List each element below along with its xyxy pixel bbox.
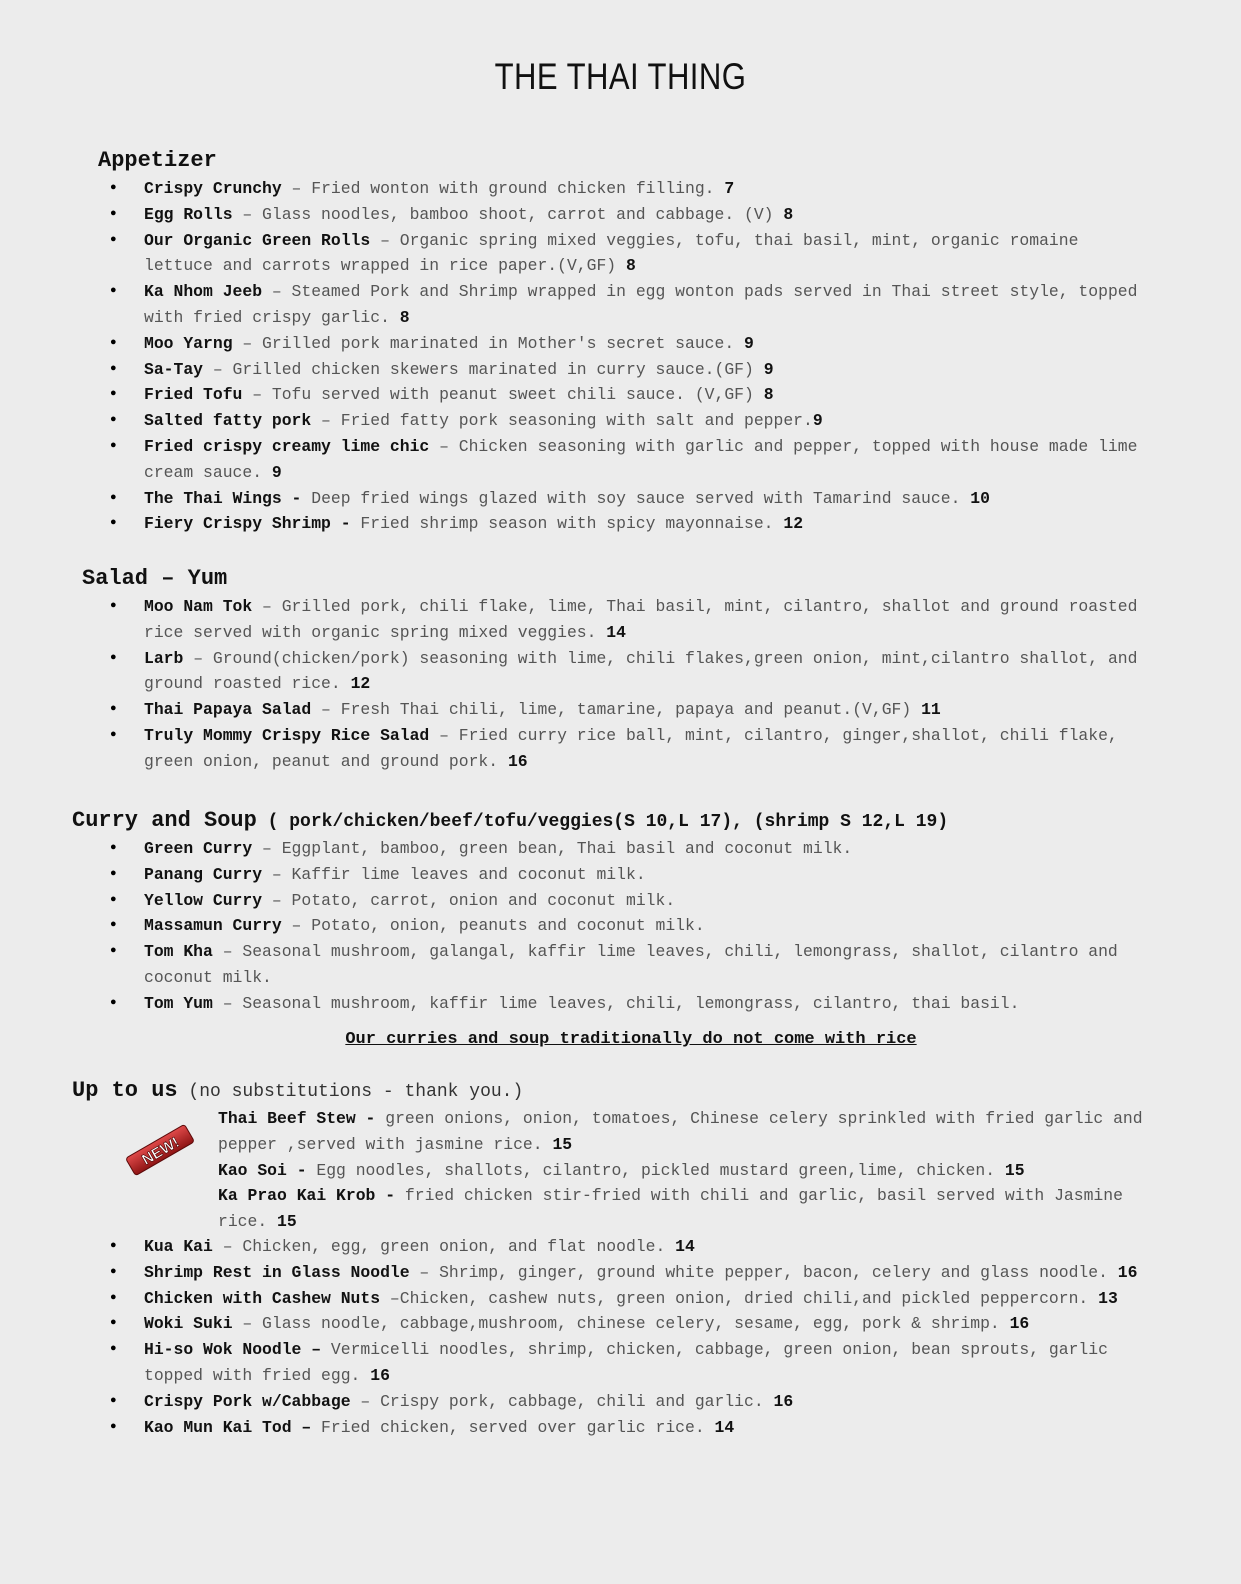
- menu-item-description: – Chicken, egg, green onion, and flat noodle.: [212, 1237, 676, 1256]
- menu-item-price: 9: [744, 333, 754, 353]
- menu-item: [110, 202, 1150, 228]
- menu-item-description: Egg noodles, shallots, cilantro, pickled mustard green,lime, chicken.: [306, 1160, 1005, 1180]
- menu-item-price: 14: [675, 1237, 695, 1256]
- menu-item-price: 10: [970, 488, 990, 508]
- menu-item-price: 9: [271, 462, 282, 482]
- menu-item-description: – Grilled pork marinated in Mother's secret sauce.: [232, 333, 745, 353]
- menu-item-name: Hi-so Wok Noodle –: [144, 1340, 322, 1360]
- menu-item: [110, 408, 1150, 434]
- new-badge-icon: [122, 1121, 197, 1180]
- menu-item-description: – Kaffir lime leaves and coconut milk.: [262, 864, 646, 884]
- menu-item: [110, 888, 1150, 914]
- menu-item-name: Yellow Curry: [144, 890, 263, 910]
- menu-item-description: – Fried curry rice ball, mint, cilantro, ginger,shallot, chili flake, green onion, peanut and ground pork.: [144, 725, 1118, 771]
- menu-item: [110, 1260, 1150, 1286]
- menu-item-description: green onions, onion, tomatoes, Chinese celery sprinkled with fried garlic and pepper ,served with jasmine rice.: [218, 1109, 1143, 1154]
- menu-item-name: The Thai Wings -: [144, 488, 302, 508]
- menu-item-description: – Eggplant, bamboo, green bean, Thai basil and coconut milk.: [252, 839, 853, 858]
- menu-item-description: – Seasonal mushroom, galangal, kaffir lime leaves, chili, lemongrass, shallot, cilantro and coconut milk.: [144, 942, 1118, 987]
- menu-item: [110, 331, 1150, 357]
- menu-item-name: Moo Nam Tok: [144, 597, 253, 616]
- upto-featured-list: [218, 1106, 1148, 1235]
- menu-item-price: 12: [350, 674, 371, 694]
- menu-item-description: Vermicelli noodles, shrimp, chicken, cabbage, green onion, bean sprouts, garlic topped with fried egg.: [144, 1340, 1108, 1385]
- section-heading-appetizer: Appetizer: [98, 148, 217, 173]
- menu-item-description: fried chicken stir-fried with chili and garlic, basil served with Jasmine rice.: [218, 1186, 1123, 1232]
- menu-item-name: Ka Nhom Jeeb: [144, 282, 263, 302]
- menu-item: [110, 176, 1150, 202]
- menu-item: [110, 1234, 1150, 1260]
- menu-item-description: –Chicken, cashew nuts, green onion, dried chili,and pickled peppercorn.: [380, 1288, 1099, 1308]
- menu-item-name: Moo Yarng: [144, 333, 233, 353]
- menu-item: [110, 486, 1150, 512]
- menu-item-price: 11: [921, 700, 941, 720]
- section-heading-curry: [72, 808, 948, 833]
- menu-item-description: Deep fried wings glazed with soy sauce served with Tamarind sauce.: [301, 488, 971, 508]
- menu-item-name: Crispy Crunchy: [144, 179, 282, 198]
- menu-item-name: Tom Yum: [144, 993, 213, 1013]
- curry-pricing-note: ( pork/chicken/beef/tofu/veggies(S 10,L 17), (shrimp S 12,L 19): [256, 812, 949, 832]
- menu-item: [110, 697, 1150, 723]
- menu-item: [110, 357, 1150, 383]
- menu-item-name: Kua Kai: [144, 1237, 213, 1256]
- menu-item-description: – Fresh Thai chili, lime, tamarine, papaya and peanut.(V,GF): [311, 700, 922, 720]
- menu-item-name: Kao Mun Kai Tod –: [144, 1417, 312, 1437]
- menu-item-name: Larb: [144, 648, 184, 668]
- section-heading-upto: [72, 1078, 523, 1103]
- menu-item: [110, 862, 1150, 888]
- menu-item: [110, 434, 1150, 486]
- menu-item-price: 7: [724, 179, 735, 198]
- upto-list: [110, 1234, 1150, 1440]
- menu-item-description: – Potato, onion, peanuts and coconut milk.: [281, 916, 705, 936]
- menu-item-name: Crispy Pork w/Cabbage: [144, 1391, 351, 1411]
- menu-item-price: 8: [783, 204, 794, 224]
- section-heading-salad: Salad – Yum: [82, 566, 228, 591]
- menu-item: [110, 511, 1150, 537]
- menu-item: [218, 1106, 1148, 1158]
- menu-item-name: Sa-Tay: [144, 359, 204, 379]
- menu-item: [110, 1389, 1150, 1415]
- menu-item-name: Green Curry: [144, 839, 253, 858]
- menu-item: [110, 723, 1150, 775]
- menu-item-price: 8: [625, 256, 636, 276]
- menu-item: [110, 382, 1150, 408]
- menu-item-price: 16: [773, 1391, 794, 1411]
- menu-item-price: 15: [1004, 1160, 1025, 1180]
- menu-item-name: Salted fatty pork: [144, 411, 312, 431]
- menu-item: [110, 1415, 1150, 1441]
- menu-item-price: 15: [552, 1134, 573, 1154]
- menu-item-price: 16: [1009, 1314, 1030, 1334]
- menu-item-description: – Organic spring mixed veggies, tofu, thai basil, mint, organic romaine lettuce and carrots wrapped in rice paper.(V,GF): [144, 230, 1079, 276]
- menu-item: [110, 228, 1150, 280]
- menu-item-description: – Crispy pork, cabbage, chili and garlic.: [350, 1391, 774, 1411]
- menu-item-name: Tom Kha: [144, 942, 213, 962]
- menu-item-name: Egg Rolls: [144, 204, 233, 224]
- menu-item: [218, 1183, 1148, 1235]
- upto-substitution-note: (no substitutions - thank you.): [177, 1082, 524, 1102]
- menu-item-description: – Fried fatty pork seasoning with salt and pepper.: [311, 411, 813, 431]
- curry-heading-title: Curry and Soup: [72, 808, 257, 833]
- menu-item-price: 16: [370, 1365, 390, 1385]
- menu-item: [110, 991, 1150, 1017]
- menu-item-description: – Grilled pork, chili flake, lime, Thai basil, mint, cilantro, shallot and ground roasted rice served with organic spring mixed veggies.: [144, 597, 1138, 642]
- menu-item-name: Fiery Crispy Shrimp -: [144, 514, 351, 534]
- menu-item-price: 14: [606, 622, 626, 642]
- menu-item-name: Chicken with Cashew Nuts: [144, 1288, 381, 1308]
- menu-item-name: Thai Papaya Salad: [144, 700, 312, 720]
- menu-item-name: Woki Suki: [144, 1314, 233, 1334]
- menu-item-name: Thai Beef Stew -: [218, 1109, 376, 1128]
- menu-item-name: Truly Mommy Crispy Rice Salad: [144, 725, 430, 745]
- menu-item-price: 14: [714, 1417, 735, 1437]
- curry-list: [110, 836, 1150, 1017]
- menu-item-name: Fried Tofu: [144, 385, 243, 405]
- menu-item-name: Our Organic Green Rolls: [144, 230, 371, 250]
- menu-item-description: – Ground(chicken/pork) seasoning with lime, chili flakes,green onion, mint,cilantro shallot, and ground roasted rice.: [144, 648, 1138, 694]
- salad-list: [110, 594, 1150, 775]
- menu-item-description: – Grilled chicken skewers marinated in curry sauce.(GF): [203, 359, 764, 379]
- menu-item: [110, 594, 1150, 646]
- menu-item-price: 15: [277, 1212, 297, 1232]
- menu-item-name: Fried crispy creamy lime chic: [144, 436, 430, 456]
- menu-item: [218, 1158, 1148, 1184]
- menu-item: [110, 646, 1150, 698]
- page-title: THE THAI THING: [494, 56, 747, 97]
- menu-item: [110, 939, 1150, 991]
- menu-item-description: Fried shrimp season with spicy mayonnaise.: [350, 514, 784, 534]
- menu-item: [110, 913, 1150, 939]
- menu-item-description: – Steamed Pork and Shrimp wrapped in egg wonton pads served in Thai street style, topped with fried crispy garlic.: [144, 282, 1138, 327]
- menu-item-name: Kao Soi -: [218, 1160, 307, 1180]
- menu-item-description: Fried chicken, served over garlic rice.: [311, 1417, 715, 1437]
- menu-item-price: 16: [1117, 1262, 1138, 1282]
- curry-rice-notice: Our curries and soup traditionally do not come with rice: [345, 1030, 917, 1049]
- menu-item-price: 12: [783, 514, 804, 534]
- menu-item-description: – Shrimp, ginger, ground white pepper, bacon, celery and glass noodle.: [409, 1262, 1118, 1282]
- menu-item-price: 8: [763, 385, 774, 405]
- menu-item-price: 16: [507, 751, 528, 771]
- menu-item-description: – Seasonal mushroom, kaffir lime leaves, chili, lemongrass, cilantro, thai basil.: [212, 993, 1020, 1013]
- menu-item-description: – Potato, carrot, onion and coconut milk.: [262, 890, 676, 910]
- menu-item-name: Panang Curry: [144, 864, 263, 884]
- menu-item: [110, 1311, 1150, 1337]
- menu-item-price: 9: [812, 411, 823, 431]
- menu-item: [110, 1286, 1150, 1312]
- menu-item-price: 8: [399, 307, 410, 327]
- menu-item-name: Massamun Curry: [144, 916, 282, 936]
- appetizer-list: [110, 176, 1150, 537]
- upto-heading-title: Up to us: [72, 1078, 178, 1103]
- menu-item-description: – Glass noodle, cabbage,mushroom, chinese celery, sesame, egg, pork & shrimp.: [232, 1314, 1010, 1334]
- menu-item-name: Shrimp Rest in Glass Noodle: [144, 1262, 410, 1282]
- menu-item: [110, 836, 1150, 862]
- menu-item-name: Ka Prao Kai Krob -: [218, 1186, 396, 1206]
- menu-item-description: – Tofu served with peanut sweet chili sauce. (V,GF): [242, 385, 764, 405]
- menu-item-price: 13: [1098, 1288, 1118, 1308]
- menu-item-price: 9: [763, 359, 774, 379]
- menu-item: [110, 1337, 1150, 1389]
- menu-item-description: – Chicken seasoning with garlic and pepper, topped with house made lime cream sauce.: [144, 436, 1138, 482]
- menu-item-description: – Fried wonton with ground chicken filling.: [281, 179, 725, 198]
- menu-item: [110, 279, 1150, 331]
- menu-item-description: – Glass noodles, bamboo shoot, carrot and cabbage. (V): [232, 204, 784, 224]
- new-badge-text: NEW!: [139, 1133, 183, 1169]
